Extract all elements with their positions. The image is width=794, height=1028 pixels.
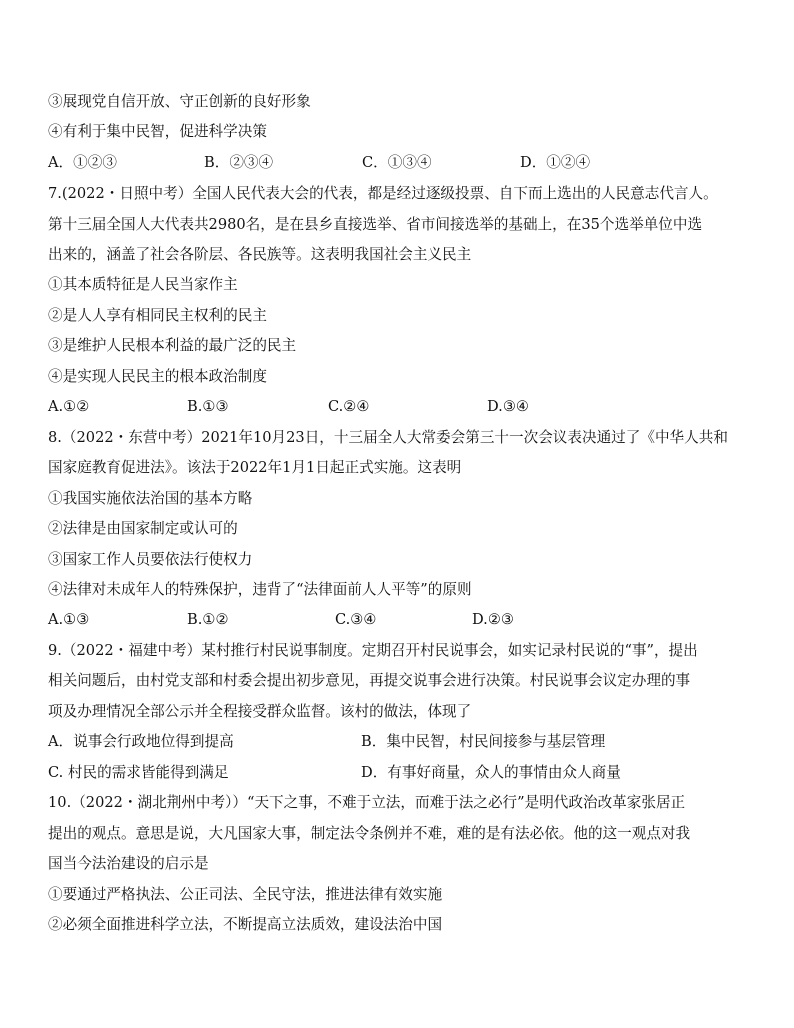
- q6-option-d: D．①②④: [520, 154, 591, 171]
- q8-item-3: ③国家工作人员要依法行使权力: [48, 551, 253, 568]
- q7-stem-line-1: 7.(2022・日照中考）全国人民代表大会的代表，都是经过逐级投票、自下而上选出的人民意志代言人。: [48, 185, 718, 202]
- q9-option-c: C. 村民的需求皆能得到满足: [48, 764, 229, 781]
- q10-stem-line-3: 国当今法治建设的启示是: [48, 855, 209, 872]
- q7-option-c: C.②④: [328, 398, 370, 415]
- q9-option-a: A．说事会行政地位得到提高: [48, 733, 234, 750]
- q10-item-1: ①要通过严格执法、公正司法、全民守法，推进法律有效实施: [48, 886, 443, 903]
- q8-option-b: B.①②: [187, 611, 229, 628]
- q10-stem-line-1: 10.（2022・湖北荆州中考））“天下之事，不难于立法，而难于法之必行”是明代政治改革家张居正: [48, 794, 686, 811]
- q8-item-1: ①我国实施依法治国的基本方略: [48, 490, 253, 507]
- q7-option-b: B.①③: [187, 398, 229, 415]
- q7-stem-line-3: 出来的，涵盖了社会各阶层、各民族等。这表明我国社会主义民主: [48, 246, 472, 263]
- q9-option-d: D．有事好商量，众人的事情由众人商量: [361, 764, 621, 781]
- q8-item-4: ④法律对未成年人的特殊保护，违背了“法律面前人人平等”的原则: [48, 581, 472, 598]
- q8-stem-line-1: 8.（2022・东营中考）2021年10月23日，十三届全人大常委会第三十一次会议表决通过了《中华人共和: [48, 429, 728, 446]
- q6-item-4: ④有利于集中民智，促进科学决策: [48, 123, 267, 140]
- q7-item-1: ①其本质特征是人民当家作主: [48, 276, 238, 293]
- q8-stem-line-2: 国家庭教育促进法》。该法于2022年1月1日起正式实施。这表明: [48, 459, 462, 476]
- q6-item-3: ③展现党自信开放、守正创新的良好形象: [48, 93, 311, 110]
- q6-option-c: C．①③④: [362, 154, 432, 171]
- q7-option-a: A.①②: [48, 398, 90, 415]
- q9-option-b: B．集中民智，村民间接参与基层管理: [361, 733, 606, 750]
- q9-stem-line-1: 9.（2022・福建中考）某村推行村民说事制度。定期召开村民说事会，如实记录村民说的“事”，提出: [48, 642, 698, 659]
- q6-option-a: A．①②③: [48, 154, 117, 171]
- q8-item-2: ②法律是由国家制定或认可的: [48, 520, 238, 537]
- q7-item-3: ③是维护人民根本利益的最广泛的民主: [48, 337, 297, 354]
- q7-item-4: ④是实现人民民主的根本政治制度: [48, 368, 267, 385]
- q10-item-2: ②必须全面推进科学立法，不断提高立法质效，建设法治中国: [48, 916, 443, 933]
- q8-option-d: D.②③: [472, 611, 514, 628]
- q9-stem-line-3: 项及办理情况全部公示并全程接受群众监督。该村的做法，体现了: [48, 703, 472, 720]
- q6-option-b: B．②③④: [204, 154, 274, 171]
- q7-option-d: D.③④: [487, 398, 529, 415]
- q10-stem-line-2: 提出的观点。意思是说，大凡国家大事，制定法令条例并不难，难的是有法必依。他的这一观点对我: [48, 825, 691, 842]
- q8-option-a: A.①③: [48, 611, 90, 628]
- q8-option-c: C.③④: [335, 611, 377, 628]
- q7-stem-line-2: 第十三届全国人大代表共2980名，是在县乡直接选举、省市间接选举的基础上，在35个选举单位中选: [48, 216, 703, 233]
- q7-item-2: ②是人人享有相同民主权利的民主: [48, 307, 267, 324]
- q9-stem-line-2: 相关问题后，由村党支部和村委会提出初步意见，再提交说事会进行决策。村民说事会议定办理的事: [48, 672, 691, 689]
